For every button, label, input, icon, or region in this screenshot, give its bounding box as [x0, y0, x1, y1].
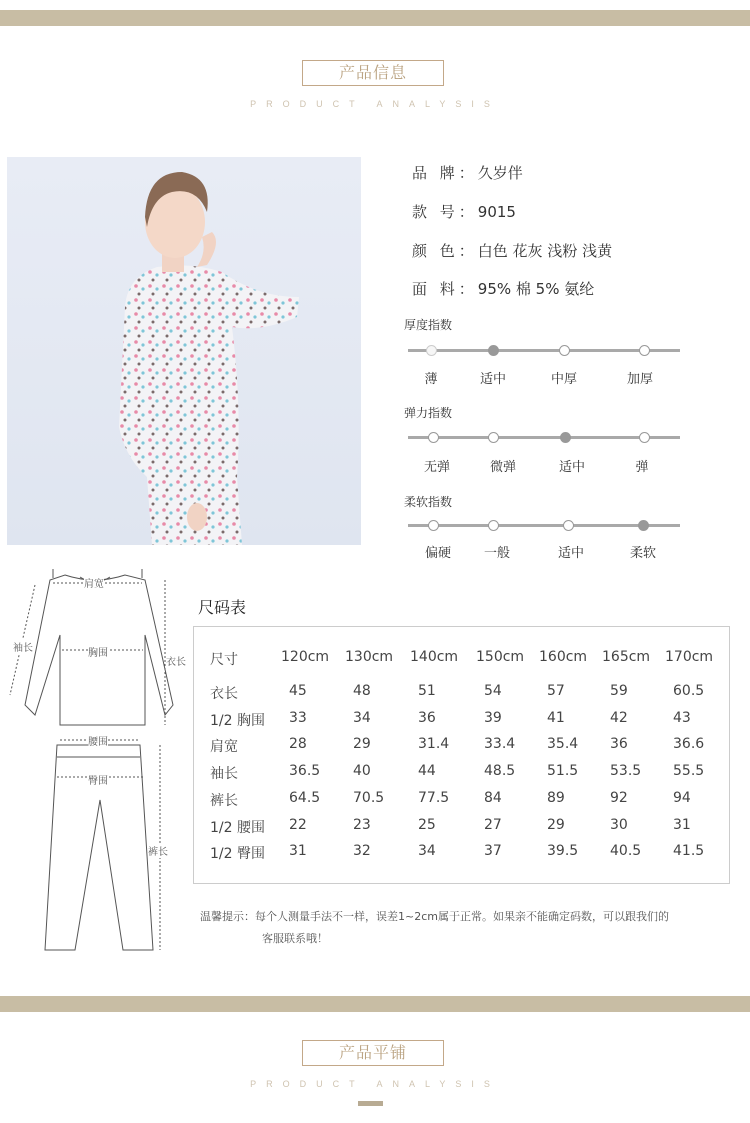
size-cell: 25: [418, 816, 436, 833]
softness-index-title: 柔软指数: [404, 495, 453, 509]
softness-option-2: 适中: [557, 546, 585, 561]
diagram-chest-label: 胸围: [88, 644, 108, 659]
tip-label: 温馨提示：: [200, 910, 255, 923]
size-row-label: 裤长: [210, 792, 238, 809]
diagram-sleeve-label: 袖长: [13, 639, 33, 654]
size-cell: 64.5: [289, 789, 321, 806]
section-title-text: 产品平铺: [338, 1043, 407, 1062]
size-cell: 51.5: [547, 763, 579, 780]
size-cell: 36: [418, 709, 436, 726]
color-label: 颜 色：: [412, 242, 478, 260]
size-cell: 59: [610, 683, 628, 699]
size-cell: 37: [484, 843, 502, 860]
elasticity-dot-2: [560, 432, 571, 443]
softness-dot-2: [563, 520, 574, 531]
size-cell: 40.5: [610, 843, 642, 860]
size-tip: [200, 906, 730, 950]
size-cell: 43: [673, 709, 691, 726]
softness-option-0: 偏硬: [424, 546, 452, 561]
size-header-cell: 130cm: [345, 649, 394, 665]
size-cell: 41: [547, 709, 565, 726]
size-header-cell: 165cm: [602, 649, 651, 665]
elasticity-option-3: 弹: [635, 460, 649, 475]
size-cell: 54: [484, 683, 502, 699]
size-cell: 33: [289, 709, 307, 726]
tip-line2: 客服联系哦！: [262, 932, 328, 945]
softness-option-1: 一般: [483, 546, 511, 561]
size-diagram: [5, 565, 190, 960]
softness-option-3: 柔软: [629, 546, 657, 561]
bottom-band: [0, 996, 750, 1012]
product-photo: [7, 157, 361, 545]
size-cell: 70.5: [353, 789, 385, 806]
diagram-hip-label: 臀围: [88, 772, 108, 787]
size-cell: 92: [610, 789, 628, 806]
softness-dot-1: [488, 520, 499, 531]
diagram-shoulder-label: 肩宽: [84, 575, 104, 590]
diagram-pants-label: 裤长: [148, 843, 168, 858]
size-cell: 35.4: [547, 736, 579, 753]
size-cell: 55.5: [673, 763, 705, 780]
size-row-label: 1/2 腰围: [210, 819, 265, 836]
section-title-product-info: [302, 60, 444, 86]
size-cell: 32: [353, 843, 371, 860]
brand-row: [412, 162, 523, 183]
size-cell: 23: [353, 816, 371, 833]
size-cell: 31: [673, 816, 691, 833]
size-cell: 44: [418, 763, 436, 780]
size-header-cell: 140cm: [410, 649, 459, 665]
size-cell: 39: [484, 709, 502, 726]
size-cell: 84: [484, 789, 502, 806]
size-cell: 57: [547, 683, 565, 699]
size-cell: 29: [353, 736, 371, 753]
size-cell: 45: [289, 683, 307, 699]
section-title-text: 产品信息: [338, 63, 407, 82]
softness-dot-0: [428, 520, 439, 531]
size-cell: 48: [353, 683, 371, 699]
top-band: [0, 10, 750, 26]
diagram-waist-label: 腰围: [88, 733, 108, 748]
fabric-label: 面 料：: [412, 280, 478, 298]
size-header-label: 尺寸: [210, 652, 238, 668]
size-cell: 48.5: [484, 763, 516, 780]
size-header-cell: 120cm: [281, 649, 330, 665]
size-cell: 41.5: [673, 843, 705, 860]
section-title-product-flat: [302, 1040, 444, 1066]
color-row: [412, 240, 612, 261]
section-subtitle: PRODUCT ANALYSIS: [250, 99, 500, 109]
size-cell: 53.5: [610, 763, 642, 780]
elasticity-option-0: 无弹: [423, 460, 451, 475]
size-row-label: 袖长: [210, 766, 238, 783]
size-cell: 42: [610, 709, 628, 726]
size-cell: 77.5: [418, 789, 450, 806]
elasticity-index-title: 弹力指数: [404, 406, 453, 420]
size-cell: 22: [289, 816, 307, 833]
size-row-label: 衣长: [210, 686, 238, 702]
thickness-dot-2: [559, 345, 570, 356]
brand-label: 品 牌：: [412, 164, 478, 182]
thickness-option-1: 适中: [479, 372, 507, 387]
elasticity-dot-1: [488, 432, 499, 443]
thickness-index-title: 厚度指数: [404, 318, 453, 332]
size-cell: 30: [610, 816, 628, 833]
section-divider: [358, 1101, 383, 1106]
size-cell: 31: [289, 843, 307, 860]
model-row: [412, 201, 516, 222]
color-value: 白色 花灰 浅粉 浅黄: [477, 242, 613, 260]
tip-line1: 每个人测量手法不一样，误差1~2cm属于正常。如果亲不能确定码数，可以跟我们的: [255, 910, 669, 923]
size-cell: 36: [610, 736, 628, 753]
size-cell: 36.6: [673, 736, 705, 753]
size-row-label: 1/2 胸围: [210, 712, 265, 729]
size-cell: 39.5: [547, 843, 579, 860]
thickness-option-3: 加厚: [626, 372, 654, 387]
size-cell: 34: [353, 709, 371, 726]
section-subtitle: PRODUCT ANALYSIS: [250, 1079, 500, 1089]
model-label: 款 号：: [412, 203, 478, 221]
size-header-cell: 170cm: [665, 649, 714, 665]
thickness-dot-0: [426, 345, 437, 356]
thickness-option-2: 中厚: [550, 372, 578, 387]
elasticity-dot-0: [428, 432, 439, 443]
elasticity-option-1: 微弹: [489, 460, 517, 475]
size-cell: 60.5: [673, 683, 705, 699]
size-cell: 34: [418, 843, 436, 860]
diagram-length-label: 衣长: [166, 653, 186, 668]
size-cell: 33.4: [484, 736, 516, 753]
brand-value: 久岁伴: [477, 164, 523, 182]
elasticity-option-2: 适中: [558, 460, 586, 475]
size-cell: 51: [418, 683, 436, 699]
size-cell: 28: [289, 736, 307, 753]
size-cell: 27: [484, 816, 502, 833]
size-cell: 31.4: [418, 736, 450, 753]
size-row-label: 肩宽: [210, 739, 238, 756]
model-value: 9015: [477, 203, 516, 221]
size-cell: 36.5: [289, 763, 321, 780]
size-header-cell: 150cm: [476, 649, 525, 665]
thickness-dot-1: [488, 345, 499, 356]
size-table-title: 尺码表: [198, 598, 247, 617]
size-cell: 94: [673, 789, 691, 806]
size-row-label: 1/2 臀围: [210, 846, 265, 863]
softness-dot-3: [638, 520, 649, 531]
size-header-cell: 160cm: [539, 649, 588, 665]
size-cell: 40: [353, 763, 371, 780]
elasticity-dot-3: [639, 432, 650, 443]
fabric-value: 95% 棉 5% 氨纶: [477, 280, 595, 298]
size-cell: 89: [547, 789, 565, 806]
size-cell: 29: [547, 816, 565, 833]
thickness-dot-3: [639, 345, 650, 356]
fabric-row: [412, 278, 594, 299]
thickness-option-0: 薄: [424, 372, 438, 387]
